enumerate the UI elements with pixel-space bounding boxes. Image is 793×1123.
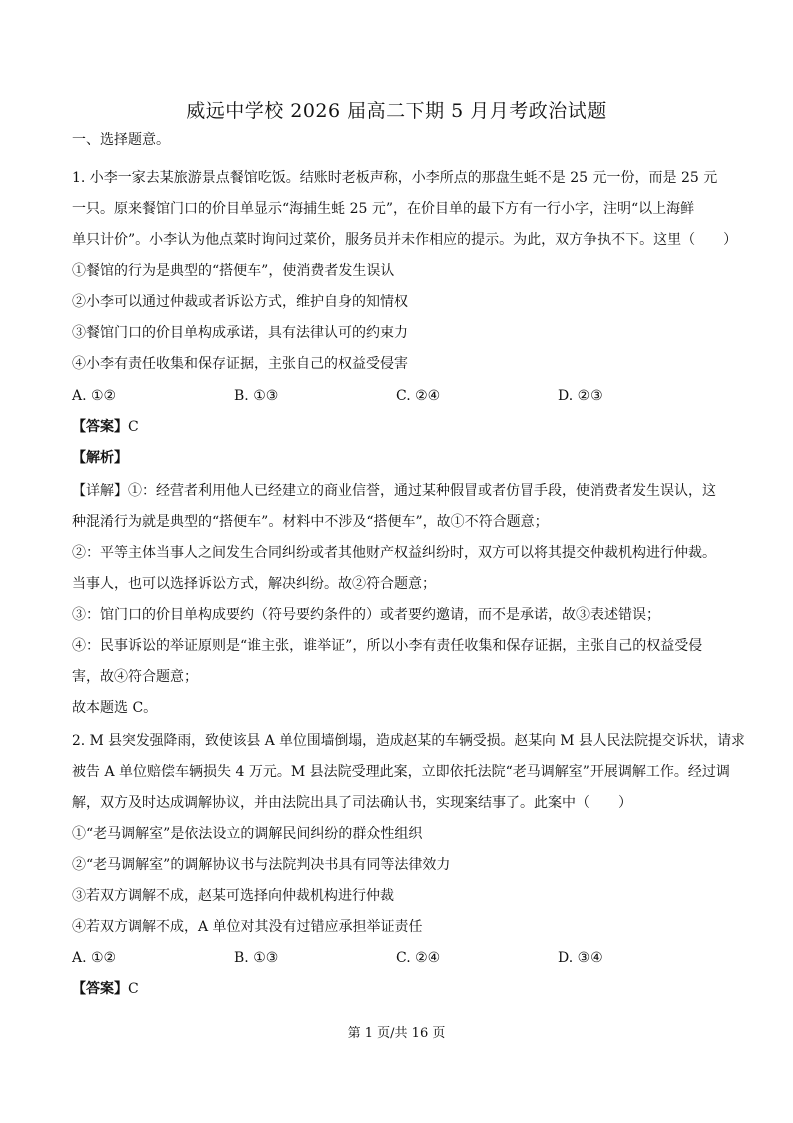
q1-stem-line-3: 单只计价”。小李认为他点菜时询问过菜价，服务员并未作相应的提示。为此，双方争执不下。这里（ ）	[72, 232, 738, 248]
q2-item-2: ②“老马调解室”的调解协议书与法院判决书具有同等法律效力	[72, 857, 451, 873]
q1-item-2: ②小李可以通过仲裁或者诉讼方式，维护自身的知情权	[72, 294, 408, 310]
q1-detail-line-3: ②：平等主体当事人之间发生合同纠纷或者其他财产权益纠纷时，双方可以将其提交仲裁机构进行仲裁。	[72, 545, 716, 561]
q2-stem-line-3: 解，双方及时达成调解协议，并由法院出具了司法确认书，实现案结事了。此案中（ ）	[72, 795, 632, 811]
q1-detail-line-8: 故本题选 C。	[72, 700, 158, 716]
q1-item-3: ③餐馆门口的价目单构成承诺，具有法律认可的约束力	[72, 325, 408, 341]
q1-analysis-label: 【解析】	[72, 450, 128, 466]
q1-item-4: ④小李有责任收集和保存证据，主张自己的权益受侵害	[72, 356, 408, 372]
q1-detail-line-2: 种混淆行为就是典型的“搭便车”。材料中不涉及“搭便车”，故①不符合题意；	[72, 514, 549, 530]
q2-answer-label: 【答案】	[72, 981, 128, 997]
q2-stem-line-2: 被告 A 单位赔偿车辆损失 4 万元。M 县法院受理此案，立即依托法院“老马调解室”开展调解工作。经过调	[72, 764, 730, 780]
q1-stem-line-2: 一只。原来餐馆门口的价目单显示“海捕生蚝 25 元”，在价目单的最下方有一行小字，注明“以上海鲜	[72, 201, 695, 217]
q1-detail-line-7: 害，故④符合题意；	[72, 669, 198, 685]
q2-answer-value: C	[128, 981, 139, 997]
q1-answer-label: 【答案】	[72, 419, 128, 435]
q1-detail-line-6: ④：民事诉讼的举证原则是“谁主张，谁举证”，所以小李有责任收集和保存证据，主张自己的权益受侵	[72, 638, 703, 654]
q1-option-d: D. ②③	[558, 388, 603, 404]
q1-item-1: ①餐馆的行为是典型的“搭便车”，使消费者发生误认	[72, 263, 395, 279]
page-title: 威远中学校 2026 届高二下期 5 月月考政治试题	[186, 100, 607, 122]
q2-item-3: ③若双方调解不成，赵某可选择向仲裁机构进行仲裁	[72, 888, 394, 904]
q1-detail-line-5: ③：馆门口的价目单构成要约（符号要约条件的）或者要约邀请，而不是承诺，故③表述错误；	[72, 607, 660, 623]
q1-stem-line-1: 1. 小李一家去某旅游景点餐馆吃饭。结账时老板声称，小李所点的那盘生蚝不是 25 元一份，而是 25 元	[72, 170, 718, 186]
q1-detail-line-1: 【详解】①：经营者利用他人已经建立的商业信誉，通过某种假冒或者仿冒手段，使消费者发生误认，这	[72, 483, 716, 499]
q2-option-b: B. ①③	[234, 950, 279, 966]
page-footer: 第 1 页/共 16 页	[347, 1026, 446, 1041]
q2-item-4: ④若双方调解不成，A 单位对其没有过错应承担举证责任	[72, 919, 423, 935]
q2-item-1: ①“老马调解室”是依法设立的调解民间纠纷的群众性组织	[72, 826, 423, 842]
q2-answer	[72, 979, 139, 999]
q1-answer-value: C	[128, 419, 139, 435]
q1-detail-line-4: 当事人，也可以选择诉讼方式，解决纠纷。故②符合题意；	[72, 576, 436, 592]
q1-option-b: B. ①③	[234, 388, 279, 404]
section-heading: 一、选择题意。	[72, 132, 170, 148]
q2-option-d: D. ③④	[558, 950, 603, 966]
q1-option-a: A. ①②	[72, 388, 117, 404]
q1-option-c: C. ②④	[396, 388, 441, 404]
q2-stem-line-1: 2. M 县突发强降雨，致使该县 A 单位围墙倒塌，造成赵某的车辆受损。赵某向 M 县人民法院提交诉状，请求	[72, 733, 745, 749]
q1-answer	[72, 417, 139, 437]
q2-option-c: C. ②④	[396, 950, 441, 966]
q2-option-a: A. ①②	[72, 950, 117, 966]
